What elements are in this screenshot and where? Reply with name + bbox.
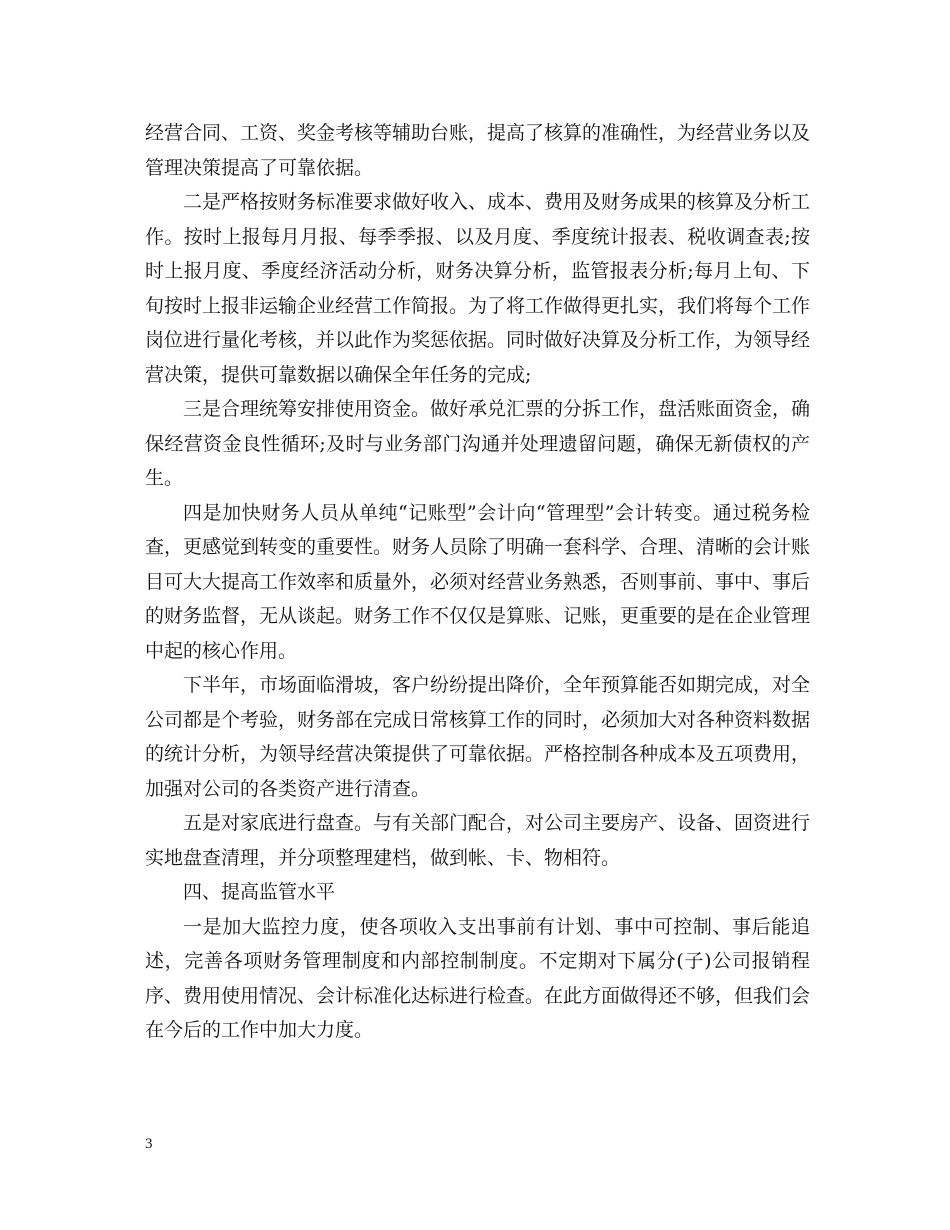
paragraph: 五是对家底进行盘查。与有关部门配合，对公司主要房产、设备、固资进行实地盘查清理，并分项整理建档，做到帐、卡、物相符。: [145, 812, 811, 869]
paragraph: 三是合理统筹安排使用资金。做好承兑汇票的分拆工作，盘活账面资金，确保经营资金良性循环;及时与业务部门沟通并处理遗留问题，确保无新债权的产生。: [145, 398, 811, 489]
section-heading: 四、提高监管水平: [183, 881, 336, 903]
page-number: 3: [145, 1136, 153, 1152]
paragraph: 经营合同、工资、奖金考核等辅助台账，提高了核算的准确性，为经营业务以及管理决策提高了可靠依据。: [145, 122, 811, 179]
paragraph: 一是加大监控力度，使各项收入支出事前有计划、事中可控制、事后能追述，完善各项财务管理制度和内部控制制度。不定期对下属分(子)公司报销程序、费用使用情况、会计标准化达标进行检查。在此方面做得还不够，但我们会在今后的工作中加大力度。: [145, 915, 811, 1041]
paragraph: 下半年，市场面临滑坡，客户纷纷提出降价，全年预算能否如期完成，对全公司都是个考验，财务部在完成日常核算工作的同时，必须加大对各种资料数据的统计分析，为领导经营决策提供了可靠依据。严格控制各种成本及五项费用，加强对公司的各类资产进行清查。: [145, 674, 811, 800]
paragraph: 四是加快财务人员从单纯“记账型”会计向“管理型”会计转变。通过税务检查，更感觉到转变的重要性。财务人员除了明确一套科学、合理、清晰的会计账目可大大提高工作效率和质量外，必须对经营业务熟悉，否则事前、事中、事后的财务监督，无从谈起。财务工作不仅仅是算账、记账，更重要的是在企业管理中起的核心作用。: [145, 501, 811, 662]
document-body: [145, 116, 810, 1048]
paragraph: 二是严格按财务标准要求做好收入、成本、费用及财务成果的核算及分析工作。按时上报每月月报、每季季报、以及月度、季度统计报表、税收调查表;按时上报月度、季度经济活动分析，财务决算分析，监管报表分析;每月上旬、下旬按时上报非运输企业经营工作简报。为了将工作做得更扎实，我们将每个工作岗位进行量化考核，并以此作为奖惩依据。同时做好决算及分析工作，为领导经营决策，提供可靠数据以确保全年任务的完成;: [145, 191, 811, 386]
